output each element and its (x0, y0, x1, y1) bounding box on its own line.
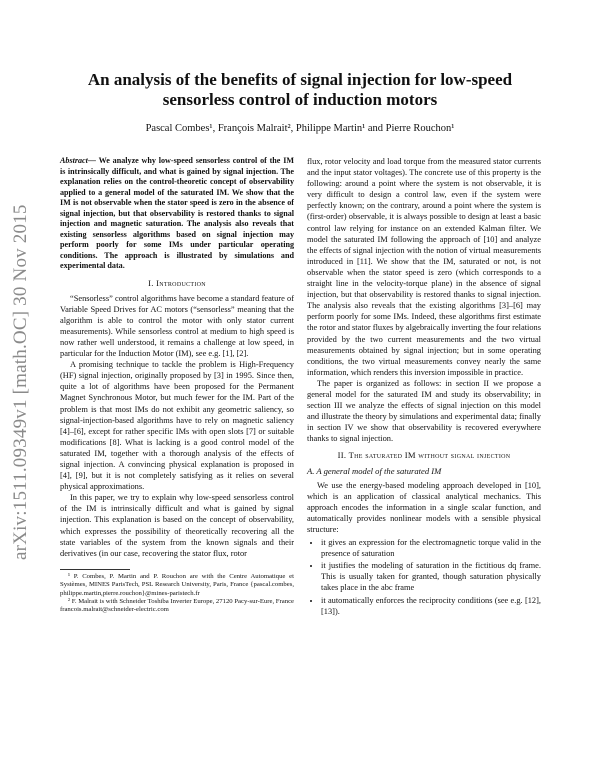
right-column (307, 156, 541, 618)
section-heading-introduction: I. Introduction (148, 277, 206, 288)
left-column (60, 156, 294, 615)
list-item: • it gives an expression for the electromagnetic torque valid in the presence of saturation (321, 537, 541, 559)
abstract-label: Abstract— (60, 156, 96, 165)
list-item: • it automatically enforces the reciprocity conditions (see e.g. [12], [13]). (321, 595, 541, 617)
subsection-heading-general-model: A. A general model of the saturated IM (307, 465, 442, 476)
body-paragraph-organization: The paper is organized as follows: in section II we propose a general model for the saturated IM and study its observability; in section III we analyze the effects of signal injection on this model and illustrate the theory by simulations and experimental data; finally in section IV we show that observability is recovered everywhere thanks to signal injection. (307, 378, 541, 444)
section-heading-saturated-im: II. The saturated IM without signal injection (337, 450, 511, 461)
footnote-2: ² F. Malrait is with Schneider Toshiba Inverter Europe, 27120 Pacy-sur-Eure, France francois.malrait@schneider-electric.com (60, 598, 294, 614)
abstract (60, 156, 294, 272)
model-properties-list (307, 537, 541, 617)
intro-paragraph-3: In this paper, we try to explain why low-speed sensorless control of the IM is intrinsically difficult and what is gained by signal injection. This explanation is based on the concept of observability, which expresses the possibility of theoretically recovering all the state variables of the system from the known signals and their derivatives (in our case, recovering the stator flux, rotor (60, 493, 294, 558)
arxiv-stamp: arXiv:1511.09349v1 [math.OC] 30 Nov 2015 (10, 204, 31, 560)
intro-paragraph-1: “Sensorless” control algorithms have become a standard feature of Variable Speed Drives for AC motors (“sensorless” meaning that the algorithm is able to control the motor with only stator current measurements). While sensorless control at medium to high speed is now rather well understood, it remains a challenge at low speed, in particular for the Induction Motor (IM), see e.g. [1], [2]. (60, 293, 294, 359)
footnote-1: ¹ P. Combes, P. Martin and P. Rouchon are with the Centre Automatique et Systèmes, MINES ParisTech, PSL Research University, Paris, France {pascal.combes, philippe.martin,pierre.rouchon}@mines-paristech.fr (60, 572, 294, 597)
body-paragraph-continued: flux, rotor velocity and load torque from the measured stator currents and the input stator voltages). The concrete use of this property is the following: around a point where the system is not observable, it is very difficult to design a control law, even if the system were perfectly known; on the contrary, around a point where the system is (first-order) observable, it is always possible to design at least a basic control law relying for instance on an extended Kalman filter. We model the saturated IM following the approach of [10] and analyze the effects of signal injection with the notion of virtual measurements introduced in [11]. We show that the IM, saturated or not, is not observable when the stator speed is zero (which corresponds to a straight line in the velocity-torque plane) in the absence of signal injection, but that observability is restored thanks to signal injection. The analysis also reveals that the existing algorithms [3]–[6] may perform poorly for some IMs. Indeed, these algorithms first estimate the rotor and stator fluxes by algebraically inverting the four relations provided by the two current measurements and the two virtual measurements obtained by signal injection; but in some operating conditions, the two virtual measurements convey nearly the same information, which renders this inversion impossible in practice. (307, 157, 541, 377)
abstract-text: We analyze why low-speed sensorless control of the IM is intrinsically difficult, and what is gained by signal injection. The explanation relies on the control-theoretic concept of observability applied to a general model of the saturated IM. We show that the IM is not observable when the stator speed is zero in the absence of signal injection, but that observability is restored thanks to signal injection and magnetic saturation. The analysis also reveals that existing sensorless algorithms based on signal injection may perform poorly for some IMs under particular operating conditions. The approach is illustrated by simulations and experimental data. (60, 156, 294, 270)
footnote-divider (60, 569, 130, 570)
author-list: Pascal Combes¹, François Malrait², Philippe Martin¹ and Pierre Rouchon¹ (145, 123, 455, 134)
intro-paragraph-2: A promising technique to tackle the problem is High-Frequency (HF) signal injection, originally proposed by [3] in 1995. Since then, quite a lot of algorithms have been proposed for the Permanent Magnet Synchronous Motor, but much fewer for the IM. Part of the problem is that most IMs do not exhibit any geometric saliency, so signal-injection-based algorithms have to rely on magnetic saliency [4]–[6], except for rather specific IMs with open slots [7] or suitable modifications [8]. What is lacking is a good control model of the saturated IM, together with a thorough analysis of the effects of signal injection. A convincing physical explanation is proposed in [4], [9], but it is not completely satisfying as it relies on several physical approximations. (60, 360, 294, 492)
paper-title: An analysis of the benefits of signal injection for low-speed sensorless control of induction motors (87, 70, 513, 109)
model-paragraph: We use the energy-based modeling approach developed in [10], which is an application of classical analytical mechanics. This approach encodes the information in a single scalar function, and automatically provides nonlinear models with a sensible physical structure: (307, 480, 541, 534)
list-item: • it justifies the modeling of saturation in the fictitious dq frame. This is usually taken for granted, though saturation physically takes place in the abc frame (321, 560, 541, 593)
